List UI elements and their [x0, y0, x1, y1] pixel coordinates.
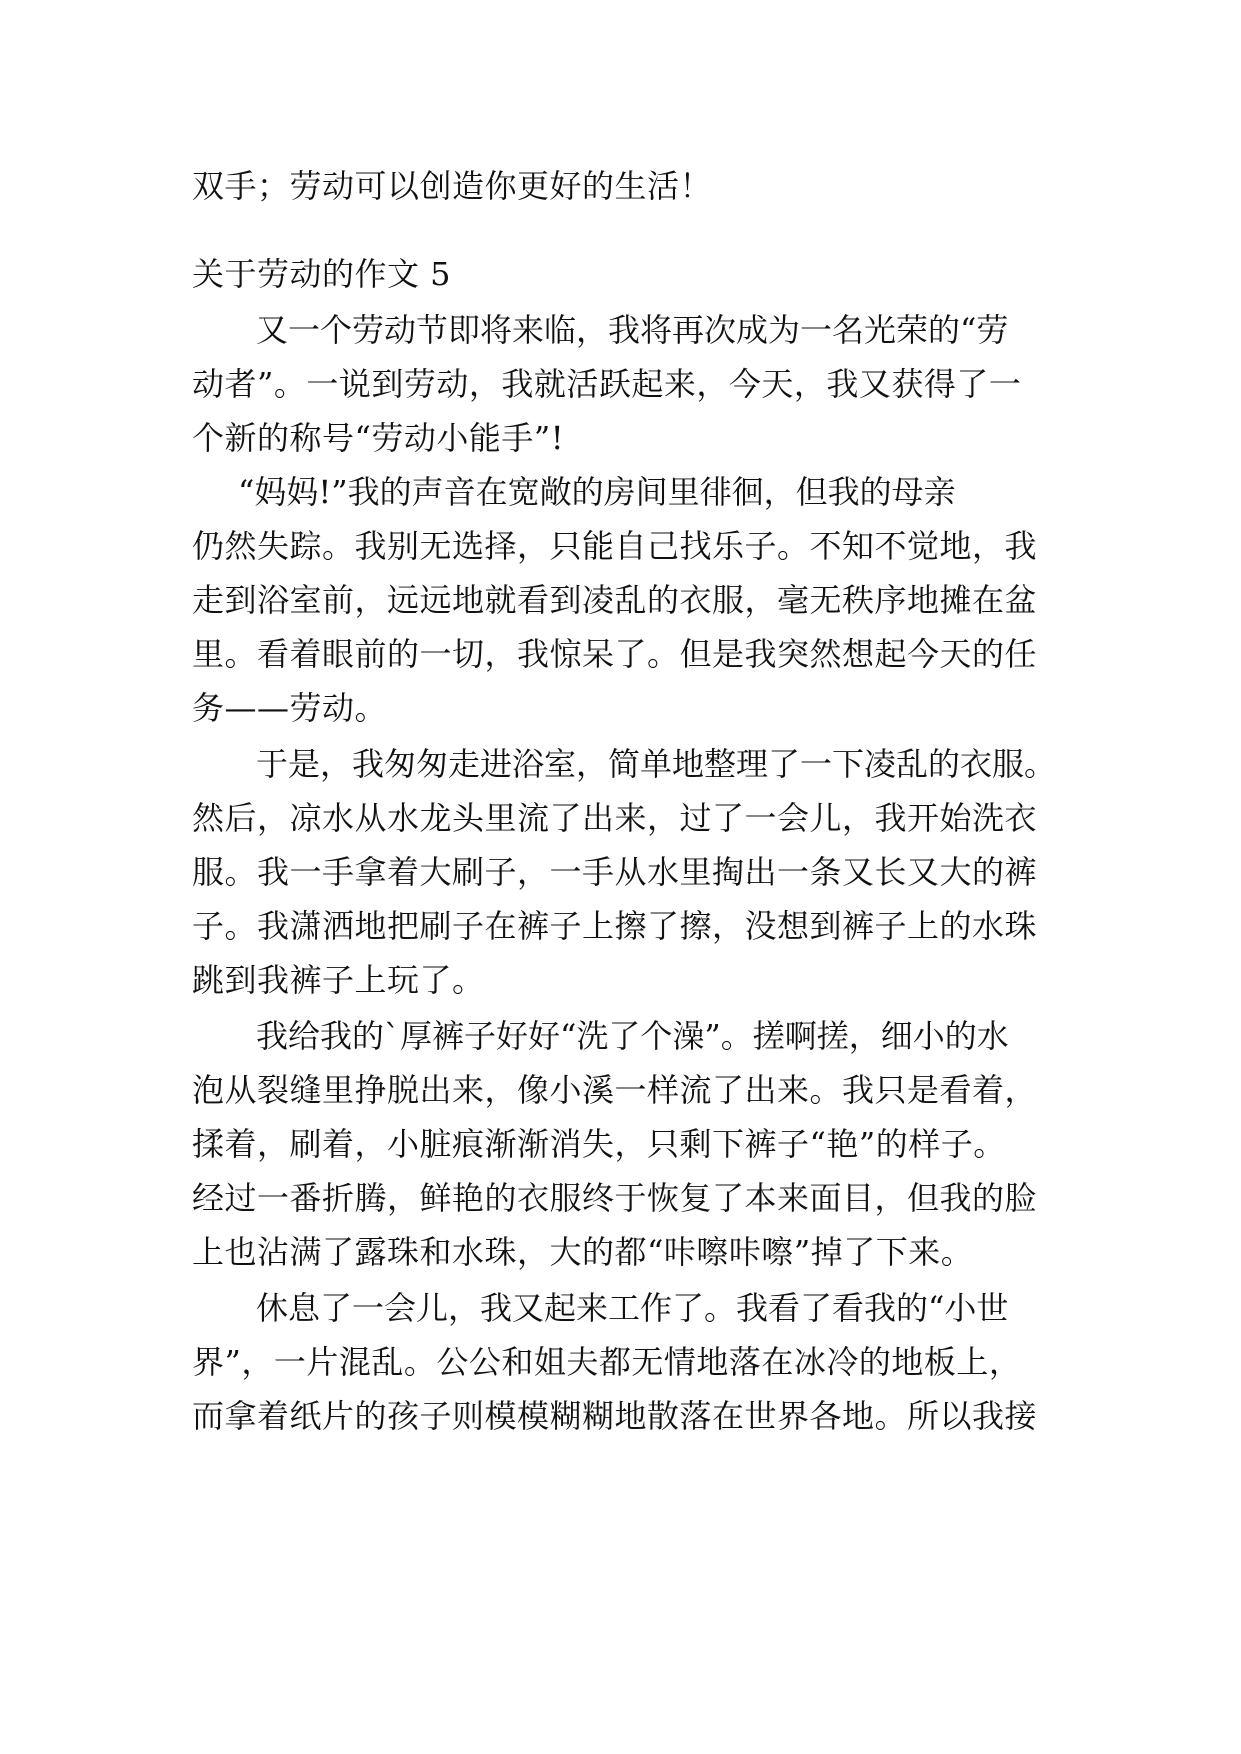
paragraph-4-line-1: 我给我的`厚裤子好好“洗了个澡”。搓啊搓，细小的水	[256, 1017, 1009, 1055]
paragraph-3-line-1: 于是，我匆匆走进浴室，简单地整理了一下凌乱的衣服。	[256, 745, 1057, 783]
paragraph-2-line-1: “妈妈!”我的声音在宽敞的房间里徘徊，但我的母亲	[238, 473, 956, 511]
paragraph-3-line-2: 然后，凉水从水龙头里流了出来，过了一会儿，我开始洗衣	[192, 799, 1038, 837]
paragraph-1-line-1: 又一个劳动节即将来临，我将再次成为一名光荣的“劳	[256, 311, 1009, 349]
paragraph-4-line-4: 经过一番折腾，鲜艳的衣服终于恢复了本来面目，但我的脸	[192, 1179, 1038, 1217]
paragraph-5-line-2: 界”，一片混乱。公公和姐夫都无情地落在冰冷的地板上，	[192, 1343, 1022, 1381]
paragraph-4-line-2: 泡从裂缝里挣脱出来，像小溪一样流了出来。我只是看着，	[192, 1071, 1038, 1109]
paragraph-3-line-4: 子。我潇洒地把刷子在裤子上擦了擦，没想到裤子上的水珠	[192, 907, 1038, 945]
paragraph-2-line-2: 仍然失踪。我别无选择，只能自己找乐子。不知不觉地，我	[192, 527, 1038, 565]
essay-heading: 关于劳动的作文 5	[192, 255, 452, 293]
paragraph-2-line-5: 务——劳动。	[192, 689, 388, 727]
paragraph-4-line-3: 揉着，刷着，小脏痕渐渐消失，只剩下裤子“艳”的样子。	[192, 1125, 1006, 1163]
paragraph-3-line-5: 跳到我裤子上玩了。	[192, 961, 485, 999]
paragraph-3-line-3: 服。我一手拿着大刷子，一手从水里掏出一条又长又大的裤	[192, 853, 1038, 891]
paragraph-5-line-3: 而拿着纸片的孩子则模模糊糊地散落在世界各地。所以我接	[192, 1397, 1038, 1435]
paragraph-5-line-1: 休息了一会儿，我又起来工作了。我看了看我的“小世	[256, 1289, 1009, 1327]
paragraph-2-line-4: 里。看着眼前的一切，我惊呆了。但是我突然想起今天的任	[192, 635, 1038, 673]
paragraph-1-line-2: 动者”。一说到劳动，我就活跃起来，今天，我又获得了一	[192, 365, 1022, 403]
paragraph-1-line-3: 个新的称号“劳动小能手”!	[192, 419, 565, 457]
paragraph-4-line-5: 上也沾满了露珠和水珠，大的都“咔嚓咔嚓”掉了下来。	[192, 1233, 974, 1271]
carryover-line: 双手；劳动可以创造你更好的生活！	[192, 167, 713, 205]
paragraph-2-line-3: 走到浴室前，远远地就看到凌乱的衣服，毫无秩序地摊在盆	[192, 581, 1038, 619]
